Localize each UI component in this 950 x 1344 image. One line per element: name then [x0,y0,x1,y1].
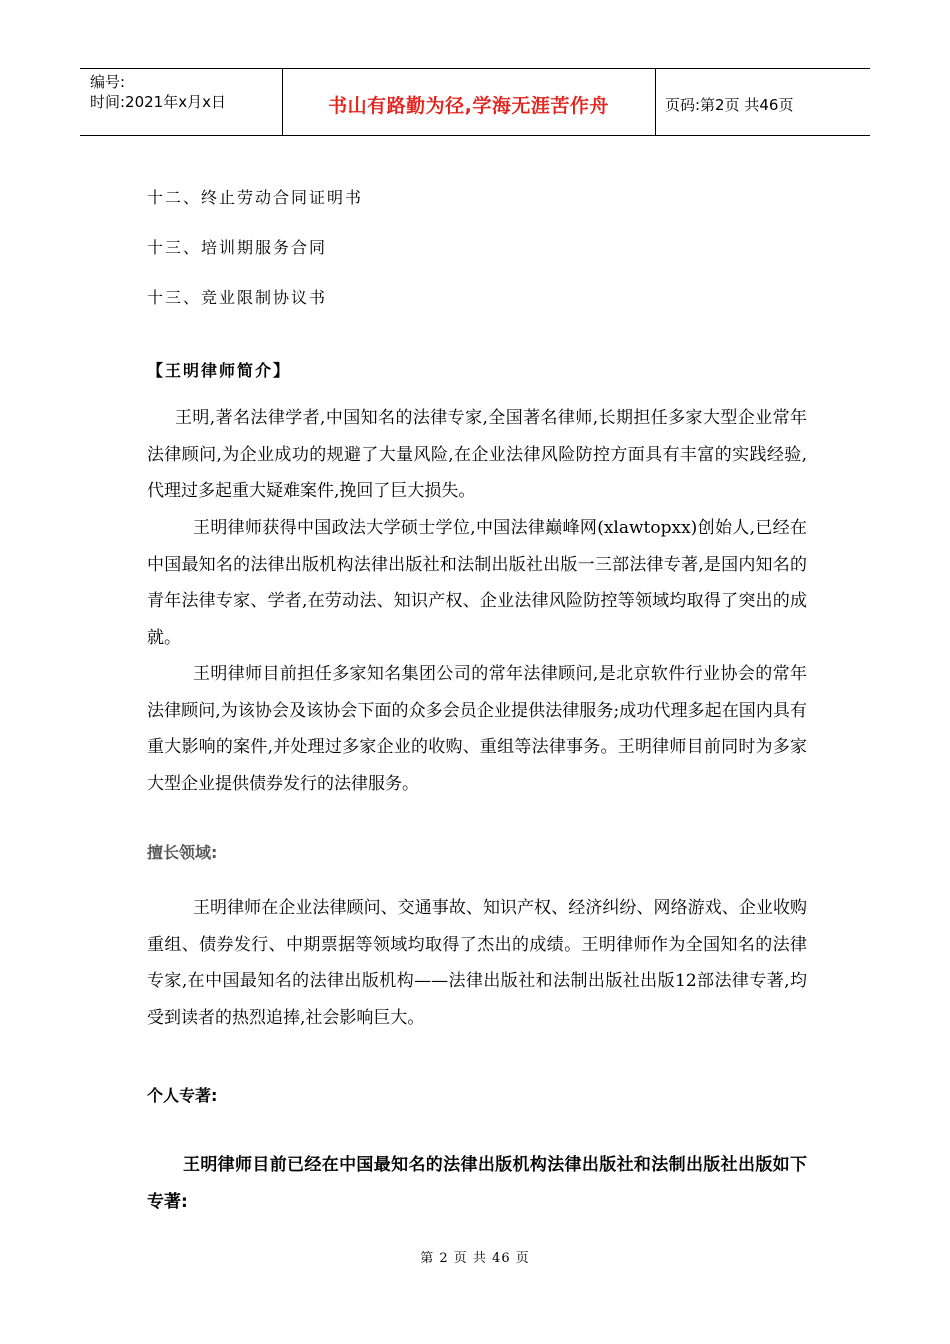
header-page-info: 页码:第2页 共46页 [665,96,794,114]
expertise-paragraph: 王明律师在企业法律顾问、交通事故、知识产权、经济纠纷、网络游戏、企业收购重组、债券发行、中期票据等领域均取得了杰出的成绩。王明律师作为全国知名的法律专家,在中国最知名的法律出版机构——法律出版社和法制出版社出版12部法律专著,均受到读者的热烈追捧,社会影响巨大。 [147,898,807,1028]
works-title: 个人专著: [147,1086,218,1105]
doc-date-label: 时间:2021年x月x日 [90,93,226,111]
intro-paragraph: 王明,著名法律学者,中国知名的法律专家,全国著名律师,长期担任多家大型企业常年法律顾问,为企业成功的规避了大量风险,在企业法律风险防控方面具有丰富的实践经验,代理过多起重大疑难案件,挽回了巨大损失。 [147,408,807,501]
header-motto-cell [282,69,656,135]
toc-item: 十三、竞业限制协议书 [147,288,328,307]
toc-item: 十二、终止劳动合同证明书 [147,188,364,207]
intro-paragraph: 王明律师获得中国政法大学硕士学位,中国法律巅峰网(xlawtopxx)创始人,已经在中国最知名的法律出版机构法律出版社和法制出版社出版一三部法律专著,是国内知名的青年法律专家、学者,在劳动法、知识产权、企业法律风险防控等领域均取得了突出的成就。 [147,518,807,648]
header-meta [80,69,283,135]
section-title: 【王明律师简介】 [147,361,292,380]
header-page-cell [655,69,870,135]
intro-paragraph: 王明律师目前担任多家知名集团公司的常年法律顾问,是北京软件行业协会的常年法律顾问,为该协会及该协会下面的众多会员企业提供法律服务;成功代理多起在国内具有重大影响的案件,并处理过多家企业的收购、重组等法律事务。王明律师目前同时为多家大型企业提供债券发行的法律服务。 [147,664,807,794]
toc-item: 十三、培训期服务合同 [147,238,328,257]
works-paragraph: 王明律师目前已经在中国最知名的法律出版机构法律出版社和法制出版社出版如下专著: [147,1155,807,1212]
expertise-title: 擅长领域: [147,843,218,862]
page-header [80,68,870,136]
page-footer: 第 2 页 共 46 页 [420,1251,530,1266]
doc-number-label: 编号: [90,73,126,91]
header-motto: 书山有路勤为径,学海无涯苦作舟 [328,95,609,117]
